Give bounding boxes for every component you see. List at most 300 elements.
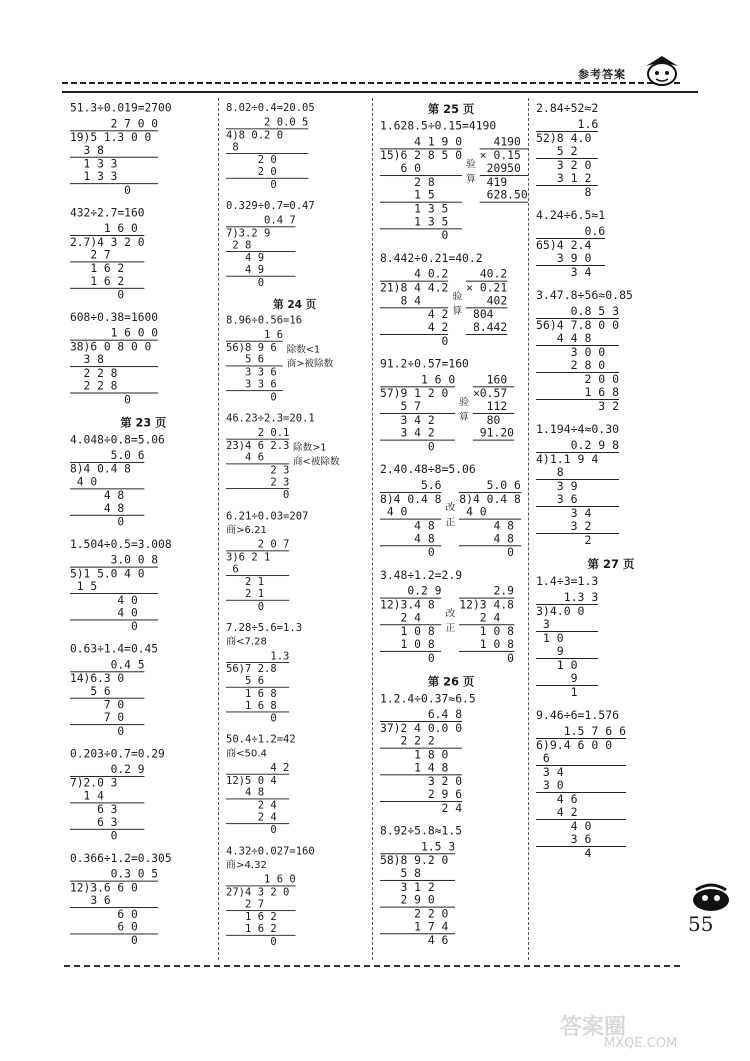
division-row: 4 0: [380, 506, 442, 520]
division-row: 4 0: [70, 607, 158, 621]
equation: 1.194÷4≈0.30: [536, 422, 620, 436]
long-division: [226, 650, 289, 724]
division-row: 0: [226, 177, 277, 191]
division-row: 3 0 0: [536, 345, 606, 359]
division-row: 3 3 6: [226, 378, 283, 391]
rule-note: 除数>1 商<被除数: [293, 442, 340, 468]
division-row: 0: [226, 599, 265, 613]
division-row: 2.9: [459, 583, 514, 598]
division-row: 4 2: [380, 320, 449, 334]
equation: 0.63÷1.4=0.45: [70, 641, 159, 656]
exercise-item: [380, 690, 522, 822]
division-row: 7)3.2 9: [226, 226, 271, 240]
division-row: 5 6: [226, 675, 289, 688]
division-row: 5)1 5.0 4 0: [70, 566, 145, 581]
division-row: 5.6: [380, 478, 442, 492]
division-row: 2 0.1: [226, 425, 290, 439]
division-row: 4 6: [226, 452, 289, 465]
division-row: 3 2: [536, 520, 619, 534]
equation: 46.23÷2.3=20.1: [226, 411, 315, 425]
division-row: 6.4 8: [380, 707, 463, 722]
check-label: 验 算: [459, 397, 470, 423]
work-row: [536, 723, 686, 868]
equation: 2.40.48÷8=5.06: [380, 462, 476, 477]
long-division: [226, 762, 289, 836]
footer-mascot-icon: [686, 880, 736, 914]
division-row: 1 6 2: [226, 910, 277, 923]
equation: 50.4÷1.2=42: [226, 732, 296, 746]
division-row: 1.6: [536, 117, 599, 131]
division-row: 38)6 0 8 0 0: [70, 339, 152, 354]
check-label: 验 算: [465, 159, 476, 185]
work-row: [226, 760, 363, 843]
division-row: 1 6: [226, 327, 284, 341]
division-row: 8: [536, 466, 619, 480]
division-row: 3 4: [536, 506, 592, 520]
division-row: 80: [472, 412, 501, 427]
division-row: 56)4 7.8 0 0: [536, 318, 620, 332]
long-division: [226, 214, 296, 288]
division-row: 1 3 3: [70, 156, 118, 171]
division-row: 5 7: [380, 400, 455, 414]
division-row: 0.3 0 5: [70, 866, 159, 881]
column-divider: [372, 98, 373, 960]
work-row: [380, 372, 522, 462]
division-row: 9: [536, 672, 598, 686]
section-page-label: 第 23 页: [120, 415, 167, 430]
division-row: 3 4 2: [380, 412, 435, 427]
division-row: 2 4: [380, 800, 463, 815]
division-row: 3)4.0 0: [536, 604, 585, 618]
check-label: 验 算: [452, 291, 463, 318]
division-row: 4 2: [226, 760, 290, 774]
equation: 51.3÷0.019=2700: [70, 100, 172, 115]
division-row: 2 4: [226, 798, 277, 812]
exercise-item: [226, 508, 363, 620]
division-row: 402: [466, 293, 508, 308]
equation: 6.21÷0.03=207: [226, 509, 309, 523]
long-division: [380, 840, 455, 947]
division-row: 2 2 8: [70, 366, 118, 380]
division-row: 2 3: [226, 475, 290, 489]
division-row: 1 6 8: [226, 700, 289, 713]
division-row: 1 8 0: [380, 747, 449, 762]
long-division: [536, 305, 619, 413]
division-row: 3.0 0 8: [70, 552, 159, 567]
watermark-logo: 答案圈: [560, 1015, 627, 1040]
exercise-item: [226, 732, 363, 844]
division-row: 0.2 9: [70, 762, 145, 776]
division-row: 3 2 0: [380, 774, 463, 789]
exercise-item: [70, 746, 217, 851]
division-row: 3 9 0: [536, 252, 605, 266]
column-divider: [218, 98, 219, 960]
exercise-item: [380, 567, 522, 673]
division-row: 21)8 4 4.2: [380, 280, 449, 295]
long-division: [226, 538, 289, 612]
exercise-item: [536, 573, 686, 707]
division-row: 2 8: [380, 175, 435, 189]
division-row: 3)6 2 1: [226, 550, 271, 564]
exercise-item: [70, 641, 217, 746]
long-division: [226, 427, 289, 501]
work-row: [380, 266, 522, 356]
exercise-item: [380, 100, 522, 118]
division-row: 0: [70, 183, 131, 197]
division-row: 0: [70, 287, 125, 302]
long-division: [70, 659, 145, 738]
work-row: [380, 706, 522, 823]
division-row: 8: [226, 141, 308, 154]
division-row: 6: [536, 752, 626, 766]
section-page-label: 第 24 页: [273, 297, 317, 311]
division-row: 5 2: [536, 145, 598, 159]
equation: 4.32÷0.027=160: [226, 844, 315, 858]
equation: 0.329÷0.7=0.47: [226, 198, 315, 212]
division-row: 4 8: [70, 502, 145, 516]
division-row: 12)3.6 6 0: [70, 880, 138, 895]
division-row: 57)9 1 2 0: [380, 386, 449, 401]
check-work: [466, 268, 507, 348]
long-division: [536, 725, 626, 860]
division-row: 1 5: [380, 189, 462, 203]
division-row: 4 4 8: [536, 332, 619, 346]
footer-rule: [64, 965, 680, 967]
long-division: [380, 136, 462, 243]
division-row: 2 9 0: [380, 894, 455, 908]
division-row: 2 3: [226, 463, 290, 477]
division-row: 2 1: [226, 575, 265, 588]
division-row: 112: [473, 400, 514, 414]
equation: 432÷2.7=160: [70, 205, 145, 220]
division-row: 5 6: [226, 354, 283, 367]
division-row: 5.0 6: [70, 448, 145, 462]
equation: 0.203÷0.7=0.29: [70, 746, 165, 761]
long-division: [226, 874, 296, 948]
long-division: [380, 373, 455, 453]
work-row: [226, 425, 363, 508]
division-row: 1 3 3: [70, 170, 158, 184]
division-row: 7 0: [70, 711, 145, 725]
division-row: 4 0: [70, 476, 145, 490]
division-row: 56)7 2.8: [226, 662, 277, 675]
check-work: [473, 373, 514, 453]
long-division: [380, 708, 462, 815]
work-row: [536, 303, 686, 421]
work-row: [226, 327, 363, 410]
long-division: [536, 118, 598, 199]
division-row: 0: [70, 392, 131, 407]
division-row: 58)8 9.2 0: [380, 853, 449, 868]
column-divider: [528, 98, 529, 960]
division-row: 2 4: [459, 611, 514, 625]
work-row: [536, 116, 686, 207]
division-row: 2 7: [226, 898, 296, 911]
rule-note: 除数<1 商>被除数: [286, 344, 334, 370]
division-row: 12)3.4 8: [380, 597, 435, 612]
exercise-item: [536, 207, 686, 287]
division-row: 1 3 5: [380, 216, 462, 230]
division-row: 3 6: [536, 493, 619, 507]
division-row: 4 8: [70, 488, 125, 503]
division-row: 4 0.2: [380, 266, 449, 281]
division-row: 1 0 8: [380, 638, 442, 652]
division-row: 0: [70, 619, 138, 634]
division-row: 12)3 4.8: [459, 597, 514, 612]
quotient-comparison: 商<7.28: [226, 635, 267, 648]
division-row: 91.20: [472, 425, 514, 440]
division-row: 1 7 4: [380, 920, 455, 934]
division-row: 0: [380, 439, 435, 454]
long-division: [380, 479, 442, 559]
division-row: 7)2.0 3: [70, 775, 118, 790]
division-row: 3 2 0: [536, 158, 592, 172]
division-row: 0: [226, 488, 290, 501]
equation: 9.46÷6=1.576: [536, 708, 620, 722]
division-row: 4 8: [459, 518, 514, 533]
exercise-item: [226, 843, 363, 955]
division-row: 1 5: [70, 580, 158, 594]
work-row: [226, 213, 363, 296]
division-row: 6)9.4 6 0 0: [536, 738, 613, 752]
equation: 7.28÷5.6=1.3: [226, 620, 303, 634]
equation: 91.2÷0.57=160: [380, 356, 469, 371]
division-row: 3 2: [536, 399, 620, 413]
division-row: 1 6 2: [226, 923, 296, 936]
long-division: [380, 585, 442, 665]
quotient-comparison: 商>4.32: [226, 858, 267, 871]
exercise-item: [380, 118, 528, 250]
division-row: 4 9: [226, 251, 265, 264]
division-row: 6 3: [70, 816, 145, 830]
division-row: 2 4: [226, 811, 289, 824]
division-row: 2 8: [226, 239, 296, 252]
division-row: 4 9: [226, 264, 296, 277]
division-row: 2 8 0: [536, 359, 619, 373]
exercise-item: [70, 205, 217, 310]
division-row: 0: [226, 823, 277, 836]
division-row: 1: [536, 685, 578, 699]
division-row: 4 8: [380, 532, 442, 546]
division-row: 2 0: [226, 153, 277, 166]
division-row: 2.7)4 3 2 0: [70, 235, 145, 249]
work-row: [536, 589, 686, 707]
section-page-label: 第 26 页: [427, 674, 475, 689]
division-row: 0.6: [536, 224, 606, 238]
quotient-comparison: 商<50.4: [226, 747, 267, 760]
check-work: [459, 585, 514, 665]
division-row: 56)8 9 6: [226, 340, 277, 354]
work-row: [380, 477, 522, 567]
header-title: 参考答案: [578, 68, 626, 81]
division-row: 1 0 8: [459, 624, 514, 639]
long-division: [70, 118, 158, 197]
division-row: 4 0: [536, 819, 592, 833]
division-row: 1 0 8: [459, 637, 514, 651]
division-row: 1 0 8: [380, 624, 435, 639]
work-row: [70, 116, 217, 205]
division-row: 8)4 0.4 8: [459, 491, 521, 506]
division-row: 3 6: [70, 894, 158, 908]
division-row: 8: [536, 185, 592, 199]
division-row: 2 0: [226, 166, 308, 179]
work-row: [70, 761, 217, 850]
division-row: 0: [226, 390, 277, 404]
division-row: 2 2 8: [70, 380, 158, 394]
exercise-item: [70, 536, 217, 641]
division-row: 2 2 2: [380, 735, 462, 749]
division-row: 1.5 7 6 6: [536, 724, 627, 738]
work-row: [380, 838, 522, 955]
division-row: 5 6: [70, 685, 145, 699]
long-division: [536, 591, 598, 699]
long-division: [70, 868, 158, 947]
equation: 8.02÷0.4=20.05: [226, 100, 315, 114]
work-row: [70, 325, 217, 414]
exercise-item: [536, 287, 686, 421]
division-row: 0.2 9 8: [536, 438, 620, 452]
equation: 1.4÷3=1.3: [536, 574, 599, 588]
column-1: [70, 100, 217, 955]
check-work: [459, 479, 521, 559]
division-row: 5.0 6: [459, 478, 521, 492]
division-row: 40.2: [466, 266, 508, 281]
division-row: 4190: [480, 136, 528, 150]
equation: 1.2.4÷0.37≈6.5: [380, 691, 476, 706]
column-4: [536, 100, 686, 868]
division-row: 0: [226, 711, 277, 725]
division-row: 1 6 0: [380, 372, 456, 387]
division-row: 1 6 8: [226, 686, 277, 700]
long-division: [226, 329, 283, 403]
division-row: 0.4 7: [226, 213, 296, 227]
long-division: [70, 222, 145, 301]
exercise-item: [380, 673, 522, 691]
division-row: 2 4: [380, 611, 442, 625]
exercise-item: [226, 198, 363, 296]
equation: 0.366÷1.2=0.305: [70, 851, 172, 865]
equation: 3.48÷1.2=2.9: [380, 567, 463, 582]
division-row: 2 0 7: [226, 537, 290, 551]
division-row: 1.5 3: [380, 839, 456, 854]
exercise-item: [380, 461, 522, 567]
division-row: 0: [70, 514, 125, 529]
exercise-item: [536, 555, 686, 573]
column-2: [226, 100, 363, 955]
column-3: [380, 100, 528, 955]
division-row: 1 6 2: [70, 261, 125, 276]
exercise-item: [70, 850, 217, 955]
long-division: [226, 116, 308, 190]
division-row: 4)8 0.2 0: [226, 128, 284, 142]
work-row: [70, 220, 217, 309]
division-row: 0: [459, 650, 514, 665]
division-row: 0: [380, 545, 435, 560]
equation: 608÷0.38=1600: [70, 310, 159, 325]
equation: 8.96÷0.56=16: [226, 313, 303, 327]
division-row: 1 0: [536, 658, 578, 672]
equation: 1.628.5÷0.15=4190: [380, 118, 497, 133]
work-row: [226, 537, 363, 620]
work-row: [226, 115, 363, 198]
division-row: 2 2 0: [380, 906, 449, 921]
division-row: 14)6.3 0: [70, 671, 125, 685]
division-row: 4 8: [459, 532, 521, 546]
division-row: 1 6 8: [536, 385, 620, 399]
division-row: 1 6 2: [70, 275, 145, 289]
division-row: 3 4: [536, 265, 592, 279]
division-row: ×0.57: [472, 386, 508, 401]
division-row: 1.3: [226, 649, 290, 663]
division-row: 65)4 2.4: [536, 238, 592, 252]
division-row: 1 0: [536, 631, 564, 645]
division-row: 6 0: [70, 907, 138, 921]
work-row: [70, 657, 217, 746]
division-row: 6 3: [70, 802, 118, 817]
mascot-icon: [640, 52, 684, 88]
division-row: 6 0: [380, 162, 462, 176]
division-row: 4 0: [70, 593, 138, 607]
check-work: [480, 136, 528, 243]
division-row: 9: [536, 645, 598, 659]
exercise-item: [536, 100, 686, 207]
work-row: [70, 552, 217, 641]
division-row: 0: [459, 545, 514, 560]
division-row: 52)8 4.0: [536, 131, 592, 145]
division-row: 4 6: [536, 792, 578, 806]
division-row: 3 9: [536, 479, 578, 493]
division-row: 8.442: [466, 320, 508, 334]
division-row: 4 2: [380, 307, 449, 322]
division-row: 0.4 5: [70, 657, 145, 672]
long-division: [380, 268, 448, 348]
division-row: 4 2: [536, 806, 626, 820]
exercise-item: [226, 620, 363, 732]
equation: 1.504÷0.5=3.008: [70, 537, 172, 551]
header-rule: [62, 91, 698, 93]
division-row: 6 0: [70, 921, 158, 935]
division-row: 4 8: [226, 787, 289, 800]
exercise-item: [380, 356, 522, 462]
division-row: 20950: [480, 162, 528, 176]
section-page-label: 第 25 页: [427, 101, 475, 116]
division-row: 0: [226, 934, 277, 948]
watermark-url: MXQE.COM: [604, 1036, 678, 1051]
division-row: 8)4 0.4 8: [70, 461, 131, 476]
division-row: 1 4: [70, 790, 145, 804]
division-row: 7 0: [70, 697, 125, 712]
equation: 8.92÷5.8≈1.5: [380, 823, 463, 838]
division-row: 0: [70, 724, 125, 738]
exercise-item: [380, 823, 522, 955]
division-row: 23)4 6 2.3: [226, 438, 290, 452]
division-row: 1.3 3: [536, 590, 599, 604]
division-row: 1 6 0: [226, 872, 296, 886]
work-row: [380, 134, 528, 251]
division-row: 0: [70, 933, 138, 948]
exercise-item: [70, 432, 217, 537]
work-row: [226, 648, 363, 731]
exercise-item: [536, 421, 686, 555]
division-row: 3 0: [536, 779, 626, 793]
division-row: 8)4 0.4 8: [380, 491, 442, 506]
division-row: 3 4 2: [380, 427, 455, 441]
division-row: 2 7: [70, 249, 145, 263]
division-row: 2 0 0: [536, 372, 620, 386]
division-row: 3 8: [70, 353, 158, 367]
exercise-item: [380, 250, 522, 356]
division-row: 0.2 9: [380, 583, 442, 598]
